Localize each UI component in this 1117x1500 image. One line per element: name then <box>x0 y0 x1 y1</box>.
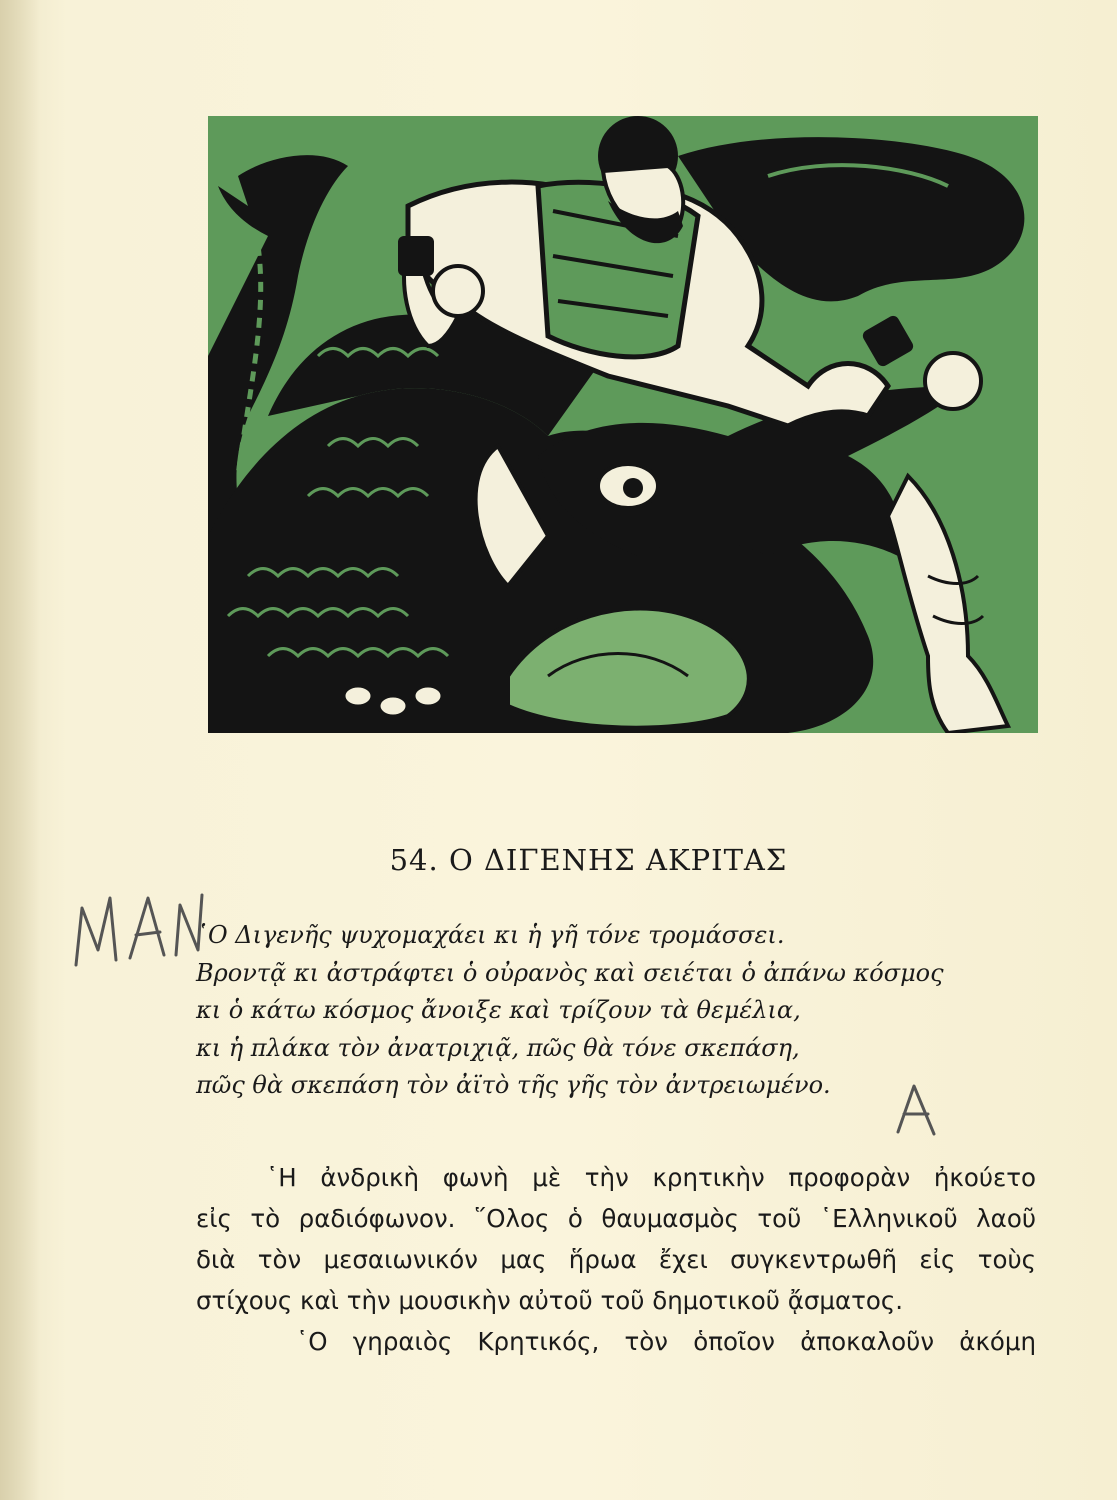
poem-line: Βροντᾷ κι ἀστράφτει ὁ οὐρανὸς καὶ σειέται ὁ ἀπάνω κόσμος <box>196 958 944 987</box>
prose-line: ῾Η ἀνδρικὴ φωνὴ μὲ τὴν κρητικὴν προφορὰν ἠκούετο <box>266 1163 1036 1192</box>
page-spine-shadow <box>0 0 40 1500</box>
illustration-hero-dragon <box>208 116 1038 733</box>
chapter-title: 54. Ο ΔΙΓΕΝΗΣ ΑΚΡΙΤΑΣ <box>389 843 788 877</box>
poem-line: κι ὁ κάτω κόσμος ἄνοιξε καὶ τρίζουν τὰ θεμέλια, <box>196 996 801 1024</box>
prose-line: εἰς τὸ ραδιόφωνον. ῞Ολος ὁ θαυμασμὸς τοῦ ῾Ελληνικοῦ λαοῦ <box>196 1204 1036 1233</box>
handwritten-margin-note-left <box>68 880 208 980</box>
poem-line: πῶς θὰ σκεπάση τὸν ἀϊτὸ τῆς γῆς τὸν ἀντρειωμένο. <box>196 1071 831 1099</box>
prose-line: διὰ τὸν μεσαιωνικόν μας ἥρωα ἔχει συγκεντρωθῆ εἰς τοὺς <box>196 1245 1036 1274</box>
prose-line: στίχους καὶ τὴν μουσικὴν αὐτοῦ τοῦ δημοτικοῦ ᾄσματος. <box>196 1286 904 1315</box>
poem-line: κι ἡ πλάκα τὸν ἀνατριχιᾷ, πῶς θὰ τόνε σκεπάση, <box>196 1033 800 1062</box>
dragon-woodcut-graphic <box>208 116 1038 733</box>
poem-block <box>196 917 1016 1105</box>
prose-paragraph <box>196 1157 1036 1362</box>
poem-line: ῾Ο Διγενῆς ψυχομαχάει κι ἡ γῆ τόνε τρομάσσει. <box>196 921 785 949</box>
prose-line: ῾Ο γηραιὸς Κρητικός, τὸν ὁποῖον ἀποκαλοῦν ἀκόμη <box>296 1327 1036 1356</box>
